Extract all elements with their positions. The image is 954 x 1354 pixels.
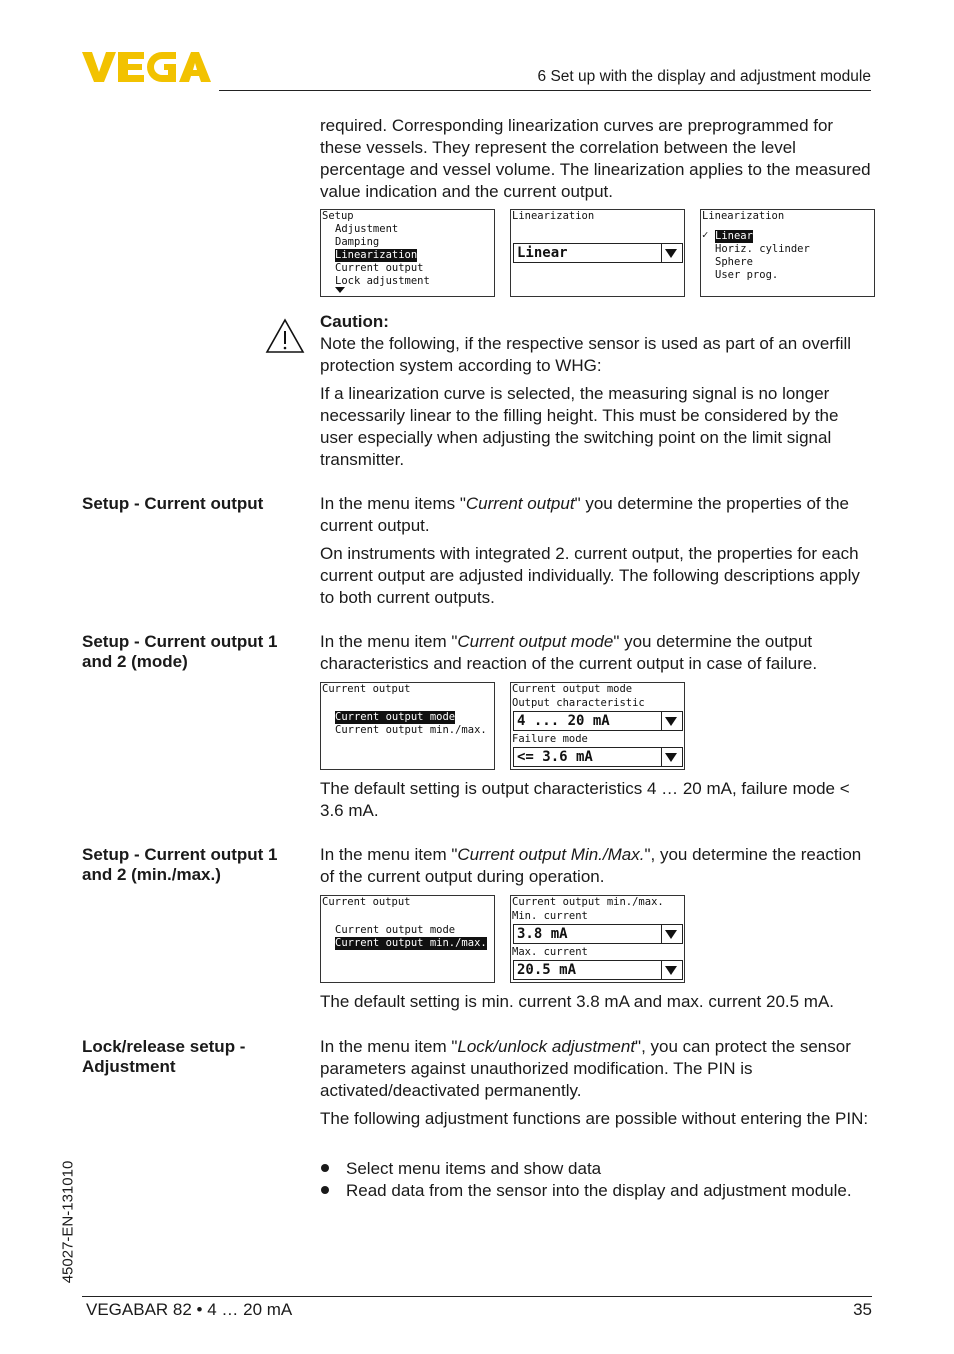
lcd-label: Min. current	[512, 910, 588, 922]
lcd-label: Failure mode	[512, 733, 588, 745]
lcd-item: Horiz. cylinder	[715, 243, 810, 255]
dropdown-value: 4 ... 20 mA	[517, 713, 610, 729]
chevron-down-icon	[661, 712, 682, 730]
lcd-label: Output characteristic	[512, 697, 645, 709]
lcd-title: Linearization	[702, 210, 785, 222]
lcd-current-output-mode	[510, 682, 685, 770]
lcd-title: Current output	[322, 683, 411, 695]
lock-text-2: The following adjustment functions are possible without entering the PIN:	[320, 1109, 869, 1128]
footer-divider	[82, 1296, 872, 1297]
lcd-item-selected: Linear	[715, 230, 753, 242]
lcd-item: Lock adjustment	[335, 275, 430, 287]
caution-text-1: Note the following, if the respective sensor is used as part of an overfill protection system according to WHG:	[320, 334, 852, 375]
lcd-item: Sphere	[715, 256, 753, 268]
lcd-item: Current output min./max.	[335, 724, 487, 736]
header-divider	[219, 90, 871, 91]
footer-product: VEGABAR 82 • 4 … 20 mA	[86, 1300, 293, 1319]
mode-text-2: The default setting is output characteristics 4 … 20 mA, failure mode < 3.6 mA.	[320, 779, 850, 820]
lcd-item: Current output	[335, 262, 424, 274]
lcd-title: Setup	[322, 210, 354, 222]
section-heading-lock: Lock/release setup - Adjustment	[82, 1037, 246, 1076]
lcd-current-output-minmax	[510, 895, 685, 983]
chevron-down-icon	[661, 961, 682, 979]
warning-icon	[265, 317, 305, 355]
lcd-setup-menu	[320, 209, 495, 297]
lcd-current-output-menu-2	[320, 895, 495, 983]
dropdown-value: 20.5 mA	[517, 962, 577, 978]
section-heading-minmax: Setup - Current output 1 and 2 (min./max.)	[82, 845, 278, 884]
list-item: Read data from the sensor into the display and adjustment module.	[346, 1181, 852, 1200]
dropdown-value: Linear	[517, 245, 568, 261]
lcd-item-selected: Current output mode	[335, 711, 456, 723]
document-id: 45027-EN-131010	[59, 1160, 77, 1284]
vega-logo	[82, 50, 212, 84]
checkmark-icon: ✓	[702, 229, 709, 241]
lcd-current-output-menu	[320, 682, 495, 770]
lcd-item: User prog.	[715, 269, 779, 281]
page-number: 35	[853, 1300, 872, 1319]
lcd-item-selected: Linearization	[335, 249, 418, 261]
linearization-dropdown	[513, 243, 683, 263]
chevron-down-icon	[661, 748, 682, 766]
header-title: 6 Set up with the display and adjustment module	[537, 68, 871, 85]
lcd-item: Current output mode	[335, 924, 456, 936]
bullet-icon	[321, 1164, 329, 1172]
lcd-label: Max. current	[512, 946, 588, 958]
intro-text: required. Corresponding linearization curves are preprogrammed for these vessels. They represent the correlation between the level percentage and vessel volume. The linearization applies to the measured value indication and the current output.	[320, 116, 871, 201]
current-output-text-1: In the menu items "Current output" you determine the properties of the current output.	[320, 494, 849, 535]
minmax-text-1: In the menu item "Current output Min./Max.", you determine the reaction of the current output during operation.	[320, 845, 862, 886]
minmax-text-2: The default setting is min. current 3.8 mA and max. current 20.5 mA.	[320, 992, 835, 1011]
scroll-down-icon	[335, 287, 345, 293]
failure-mode-dropdown	[513, 747, 683, 767]
lcd-title: Current output min./max.	[512, 896, 664, 908]
caution-title: Caution:	[320, 312, 389, 331]
lock-text-1: In the menu item "Lock/unlock adjustment", you can protect the sensor parameters against unauthorized modification. The PIN is activated/deactivated permanently.	[320, 1037, 851, 1100]
section-heading-mode: Setup - Current output 1 and 2 (mode)	[82, 632, 278, 671]
lcd-title: Current output	[322, 896, 411, 908]
section-heading-current-output: Setup - Current output	[82, 494, 264, 513]
output-characteristic-dropdown	[513, 711, 683, 731]
lcd-title: Current output mode	[512, 683, 633, 695]
caution-text-2: If a linearization curve is selected, the measuring signal is no longer necessarily linear to the filling height. This must be considered by the user especially when adjusting the switching point on the limit signal transmitter.	[320, 384, 839, 469]
lcd-linearization-select	[510, 209, 685, 297]
dropdown-value: <= 3.6 mA	[517, 749, 593, 765]
chevron-down-icon	[661, 244, 682, 262]
mode-text-1: In the menu item "Current output mode" you determine the output characteristics and reaction of the current output in case of failure.	[320, 632, 818, 673]
lcd-linearization-list	[700, 209, 875, 297]
lcd-item: Damping	[335, 236, 380, 248]
min-current-dropdown	[513, 924, 683, 944]
chevron-down-icon	[661, 925, 682, 943]
list-item: Select menu items and show data	[346, 1159, 602, 1178]
bullet-icon	[321, 1186, 329, 1194]
dropdown-value: 3.8 mA	[517, 926, 568, 942]
lcd-item-selected: Current output min./max.	[335, 937, 487, 949]
current-output-text-2: On instruments with integrated 2. current output, the properties for each current output are adjusted individually. The following descriptions apply to both current outputs.	[320, 544, 860, 607]
lcd-title: Linearization	[512, 210, 595, 222]
lcd-item: Adjustment	[335, 223, 399, 235]
max-current-dropdown	[513, 960, 683, 980]
